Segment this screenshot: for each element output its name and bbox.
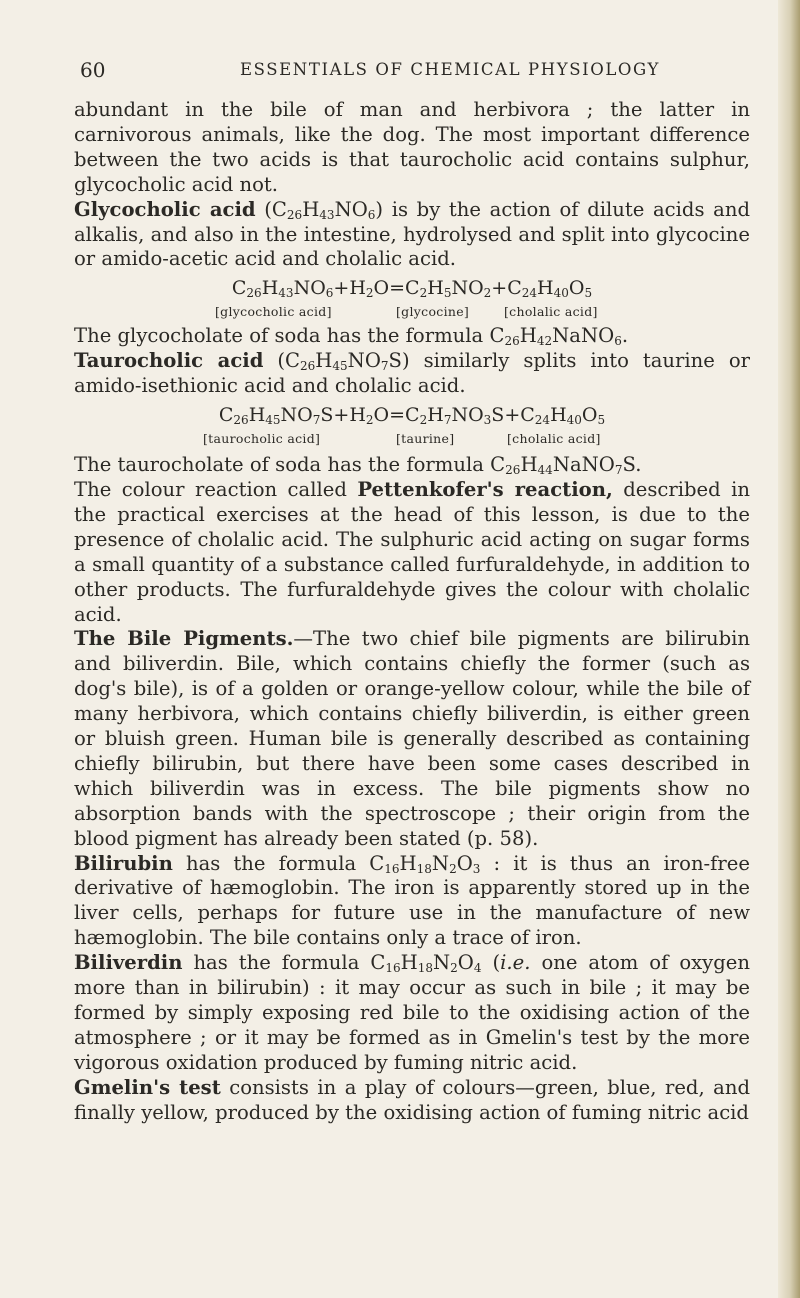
- label-glycocine: [glycocine]: [396, 304, 470, 320]
- paragraph-bilirubin: Bilirubin has the formula $C_{16}H_{18}N_2O_3$ : it is thus an iron-free derivative of hæmoglobin. The iron is apparently stored up in the liver cells, perhaps for future use in the manufacture of new hæmoglobin. The bile contains only a trace of iron.: [74, 851, 750, 950]
- paragraph-taurocholic: Taurocholic acid $(C_{26}H_{45}NO_7S)$ similarly splits into taurine or amido-isethionic acid and cholalic acid.: [74, 349, 750, 398]
- label-taurocholic-acid: [taurocholic acid]: [203, 431, 321, 447]
- equation-glycocholic-formula: $C_{26}H_{43}NO_6+H_2O=C_2H_5NO_2+C_{24}H_{40}O_5$: [231, 277, 593, 301]
- label-glycocholic-acid: [glycocholic acid]: [215, 304, 332, 320]
- paragraph-pettenkofer: The colour reaction called Pettenkofer's reaction, described in the practical exercises at the head of this lesson, is due to the presence of cholalic acid. The sulphuric acid acting on sugar forms a small quantity of a substance called furfuraldehyde, in addition to other products. The furfuraldehyde gives the colour with cholalic acid.: [74, 477, 751, 626]
- equation-glycocholic: [74, 276, 750, 320]
- paragraph-glycocholate: The glycocholate of soda has the formula $C_{26}H_{42}NaNO_6$.: [74, 324, 629, 349]
- equation-glycocholic-labels: [74, 300, 750, 320]
- paragraph-taurocholate: The taurocholate of soda has the formula $C_{26}H_{44}NaNO_7S$.: [74, 453, 642, 478]
- term-glycocholic-acid: Glycocholic acid: [74, 197, 256, 221]
- term-biliverdin: Biliverdin: [74, 951, 183, 975]
- page-number: 60: [80, 58, 106, 82]
- equation-taurocholic-labels: [74, 427, 750, 447]
- page-edge-shadow: [778, 0, 800, 1298]
- equation-taurocholic: [74, 403, 750, 447]
- glycocholic-text: is by the action of dilute acids and alkalis, and also in the intestine, hydrolysed and split into glycocine or amido-acetic acid and cholalic acid.: [74, 197, 750, 271]
- label-cholalic-acid-2: [cholalic acid]: [507, 431, 601, 447]
- label-taurine: [taurine]: [396, 431, 455, 447]
- paragraph-glycocholic: Glycocholic acid $(C_{26}H_{43}NO_6)$ is by the action of dilute acids and alkalis, and also in the intestine, hydrolysed and split into glycocine or amido-acetic acid and cholalic acid.: [74, 197, 750, 271]
- term-taurocholic-acid: Taurocholic acid: [74, 349, 264, 373]
- paragraph-bile-pigments: The Bile Pigments.—The two chief bile pigments are bilirubin and biliverdin. Bile, which contains chiefly the former (such as dog's bile), is of a golden or orange-yellow colour, while the bile of many herbivora, which contains chiefly biliverdin, is either green or bluish green. Human bile is generally described as containing chiefly bilirubin, but there have been some cases described in which biliverdin was in excess. The bile pigments show no absorption bands with the spectroscope ; their origin from the blood pigment has already been stated (p. 58).: [74, 627, 750, 850]
- paragraph-1: abundant in the bile of man and herbivora ; the latter in carnivorous animals, like the dog. The most important difference between the two acids is that taurocholic acid contains sulphur, glycocholic acid not.: [74, 98, 750, 196]
- term-pettenkofer: Pettenkofer's reaction,: [357, 477, 613, 501]
- term-gmelins-test: Gmelin's test: [74, 1075, 221, 1099]
- term-bile-pigments: The Bile Pigments.: [74, 627, 294, 651]
- paragraph-gmelin: Gmelin's test consists in a play of colours—green, blue, red, and finally yellow, produced by the oxidising action of fuming nitric acid: [74, 1075, 750, 1124]
- equation-taurocholic-formula: $C_{26}H_{45}NO_7S+H_2O=C_2H_7NO_3S+C_{24}H_{40}O_5$: [218, 404, 606, 428]
- page-header: [80, 58, 750, 88]
- paragraph-biliverdin: Biliverdin has the formula $C_{16}H_{18}N_2O_4$ (i.e. one atom of oxygen more than in bilirubin) : it may occur as such in bile ; it may be formed by simply exposing red bile to the oxidising action of the atmosphere ; or it may be formed as in Gmelin's test by the more vigorous oxidation produced by fuming nitric acid.: [74, 951, 750, 1074]
- label-cholalic-acid: [cholalic acid]: [504, 304, 598, 320]
- term-bilirubin: Bilirubin: [74, 851, 173, 875]
- running-title: ESSENTIALS OF CHEMICAL PHYSIOLOGY: [240, 60, 661, 79]
